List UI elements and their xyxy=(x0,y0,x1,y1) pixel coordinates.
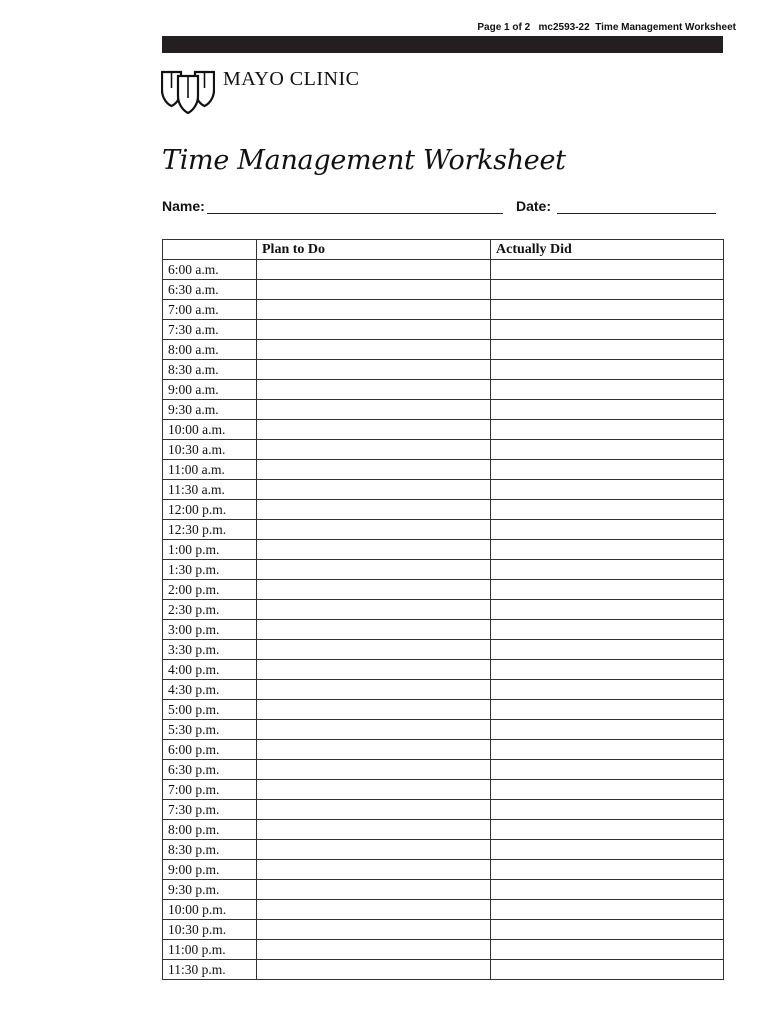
plan-cell[interactable] xyxy=(257,380,491,400)
table-row xyxy=(163,760,724,780)
plan-cell[interactable] xyxy=(257,640,491,660)
time-cell: 4:00 p.m. xyxy=(163,660,257,680)
actual-cell[interactable] xyxy=(491,820,724,840)
date-label: Date: xyxy=(516,198,552,214)
actual-cell[interactable] xyxy=(491,700,724,720)
plan-cell[interactable] xyxy=(257,700,491,720)
actual-cell[interactable] xyxy=(491,520,724,540)
time-cell: 6:00 a.m. xyxy=(163,260,257,280)
table-row xyxy=(163,280,724,300)
time-cell: 6:30 a.m. xyxy=(163,280,257,300)
time-cell: 10:00 a.m. xyxy=(163,420,257,440)
time-cell: 8:00 p.m. xyxy=(163,820,257,840)
actual-cell[interactable] xyxy=(491,860,724,880)
page-header: Page 1 of 2 mc2593-22 Time Management Worksheet xyxy=(477,22,736,33)
actual-cell[interactable] xyxy=(491,880,724,900)
actual-cell[interactable] xyxy=(491,660,724,680)
time-cell: 7:30 p.m. xyxy=(163,800,257,820)
time-cell: 12:00 p.m. xyxy=(163,500,257,520)
actual-cell[interactable] xyxy=(491,260,724,280)
plan-cell[interactable] xyxy=(257,360,491,380)
time-cell: 8:30 a.m. xyxy=(163,360,257,380)
actual-cell[interactable] xyxy=(491,440,724,460)
plan-cell[interactable] xyxy=(257,760,491,780)
time-cell: 7:00 p.m. xyxy=(163,780,257,800)
actual-cell[interactable] xyxy=(491,960,724,980)
time-cell: 11:00 p.m. xyxy=(163,940,257,960)
actual-cell[interactable] xyxy=(491,840,724,860)
time-cell: 9:30 a.m. xyxy=(163,400,257,420)
plan-cell[interactable] xyxy=(257,880,491,900)
table-row xyxy=(163,540,724,560)
time-cell: 10:00 p.m. xyxy=(163,900,257,920)
table-row xyxy=(163,960,724,980)
actual-cell[interactable] xyxy=(491,900,724,920)
name-label: Name: xyxy=(162,198,205,214)
plan-cell[interactable] xyxy=(257,580,491,600)
actual-cell[interactable] xyxy=(491,380,724,400)
mayo-clinic-logo xyxy=(161,68,359,114)
table-row xyxy=(163,860,724,880)
actual-cell[interactable] xyxy=(491,540,724,560)
table-row xyxy=(163,460,724,480)
plan-cell[interactable] xyxy=(257,520,491,540)
table-header-row xyxy=(163,240,724,260)
plan-cell[interactable] xyxy=(257,560,491,580)
plan-cell[interactable] xyxy=(257,280,491,300)
actual-cell[interactable] xyxy=(491,560,724,580)
name-field[interactable] xyxy=(207,213,503,214)
plan-cell[interactable] xyxy=(257,440,491,460)
plan-cell[interactable] xyxy=(257,320,491,340)
table-row xyxy=(163,300,724,320)
table-row xyxy=(163,320,724,340)
actual-cell[interactable] xyxy=(491,800,724,820)
table-row xyxy=(163,740,724,760)
time-cell: 10:30 p.m. xyxy=(163,920,257,940)
actual-cell[interactable] xyxy=(491,460,724,480)
table-row xyxy=(163,820,724,840)
plan-cell[interactable] xyxy=(257,800,491,820)
time-cell: 11:30 p.m. xyxy=(163,960,257,980)
plan-cell[interactable] xyxy=(257,260,491,280)
time-cell: 6:30 p.m. xyxy=(163,760,257,780)
table-row xyxy=(163,940,724,960)
table-row xyxy=(163,800,724,820)
mayo-shields-icon xyxy=(161,68,215,114)
table-row xyxy=(163,700,724,720)
actual-cell[interactable] xyxy=(491,280,724,300)
actual-cell[interactable] xyxy=(491,500,724,520)
time-cell: 5:30 p.m. xyxy=(163,720,257,740)
time-cell: 9:00 p.m. xyxy=(163,860,257,880)
actual-cell[interactable] xyxy=(491,640,724,660)
actual-cell[interactable] xyxy=(491,940,724,960)
time-cell: 6:00 p.m. xyxy=(163,740,257,760)
plan-cell[interactable] xyxy=(257,540,491,560)
logo-text: MAYO CLINIC xyxy=(223,68,360,90)
table-row xyxy=(163,840,724,860)
actual-cell[interactable] xyxy=(491,400,724,420)
table-row xyxy=(163,880,724,900)
table-row xyxy=(163,440,724,460)
table-row xyxy=(163,580,724,600)
time-cell: 7:30 a.m. xyxy=(163,320,257,340)
plan-cell[interactable] xyxy=(257,480,491,500)
date-field[interactable] xyxy=(557,213,716,214)
table-row xyxy=(163,900,724,920)
time-cell: 3:00 p.m. xyxy=(163,620,257,640)
time-management-table xyxy=(162,239,724,980)
actual-cell[interactable] xyxy=(491,780,724,800)
time-cell: 11:00 a.m. xyxy=(163,460,257,480)
column-header-plan: Plan to Do xyxy=(257,240,491,260)
plan-cell[interactable] xyxy=(257,660,491,680)
actual-cell[interactable] xyxy=(491,920,724,940)
actual-cell[interactable] xyxy=(491,360,724,380)
time-cell: 8:30 p.m. xyxy=(163,840,257,860)
table-row xyxy=(163,780,724,800)
plan-cell[interactable] xyxy=(257,340,491,360)
actual-cell[interactable] xyxy=(491,320,724,340)
time-cell: 1:00 p.m. xyxy=(163,540,257,560)
time-cell: 1:30 p.m. xyxy=(163,560,257,580)
header-bar xyxy=(162,36,723,53)
time-cell: 2:30 p.m. xyxy=(163,600,257,620)
plan-cell[interactable] xyxy=(257,840,491,860)
table-row xyxy=(163,680,724,700)
plan-cell[interactable] xyxy=(257,720,491,740)
page-title: Time Management Worksheet xyxy=(162,145,566,176)
table-row xyxy=(163,720,724,740)
actual-cell[interactable] xyxy=(491,740,724,760)
column-header-actual: Actually Did xyxy=(491,240,724,260)
table-row xyxy=(163,260,724,280)
actual-cell[interactable] xyxy=(491,680,724,700)
plan-cell[interactable] xyxy=(257,820,491,840)
actual-cell[interactable] xyxy=(491,720,724,740)
table-row xyxy=(163,500,724,520)
table-row xyxy=(163,520,724,540)
table-row xyxy=(163,560,724,580)
actual-cell[interactable] xyxy=(491,760,724,780)
plan-cell[interactable] xyxy=(257,740,491,760)
actual-cell[interactable] xyxy=(491,420,724,440)
plan-cell[interactable] xyxy=(257,300,491,320)
actual-cell[interactable] xyxy=(491,580,724,600)
plan-cell[interactable] xyxy=(257,420,491,440)
time-cell: 12:30 p.m. xyxy=(163,520,257,540)
plan-cell[interactable] xyxy=(257,940,491,960)
plan-cell[interactable] xyxy=(257,780,491,800)
plan-cell[interactable] xyxy=(257,500,491,520)
time-cell: 4:30 p.m. xyxy=(163,680,257,700)
time-cell: 3:30 p.m. xyxy=(163,640,257,660)
column-header-time xyxy=(163,240,257,260)
plan-cell[interactable] xyxy=(257,620,491,640)
plan-cell[interactable] xyxy=(257,680,491,700)
actual-cell[interactable] xyxy=(491,340,724,360)
table-row xyxy=(163,400,724,420)
table-row xyxy=(163,420,724,440)
time-cell: 2:00 p.m. xyxy=(163,580,257,600)
time-cell: 7:00 a.m. xyxy=(163,300,257,320)
table-row xyxy=(163,620,724,640)
plan-cell[interactable] xyxy=(257,920,491,940)
time-cell: 11:30 a.m. xyxy=(163,480,257,500)
plan-cell[interactable] xyxy=(257,960,491,980)
plan-cell[interactable] xyxy=(257,860,491,880)
time-cell: 8:00 a.m. xyxy=(163,340,257,360)
table-row xyxy=(163,480,724,500)
plan-cell[interactable] xyxy=(257,900,491,920)
actual-cell[interactable] xyxy=(491,480,724,500)
table-row xyxy=(163,340,724,360)
actual-cell[interactable] xyxy=(491,600,724,620)
table-row xyxy=(163,920,724,940)
time-cell: 5:00 p.m. xyxy=(163,700,257,720)
actual-cell[interactable] xyxy=(491,300,724,320)
table-row xyxy=(163,660,724,680)
table-row xyxy=(163,360,724,380)
plan-cell[interactable] xyxy=(257,460,491,480)
plan-cell[interactable] xyxy=(257,400,491,420)
time-cell: 9:00 a.m. xyxy=(163,380,257,400)
table-row xyxy=(163,640,724,660)
time-cell: 9:30 p.m. xyxy=(163,880,257,900)
plan-cell[interactable] xyxy=(257,600,491,620)
time-cell: 10:30 a.m. xyxy=(163,440,257,460)
actual-cell[interactable] xyxy=(491,620,724,640)
table-row xyxy=(163,380,724,400)
table-row xyxy=(163,600,724,620)
